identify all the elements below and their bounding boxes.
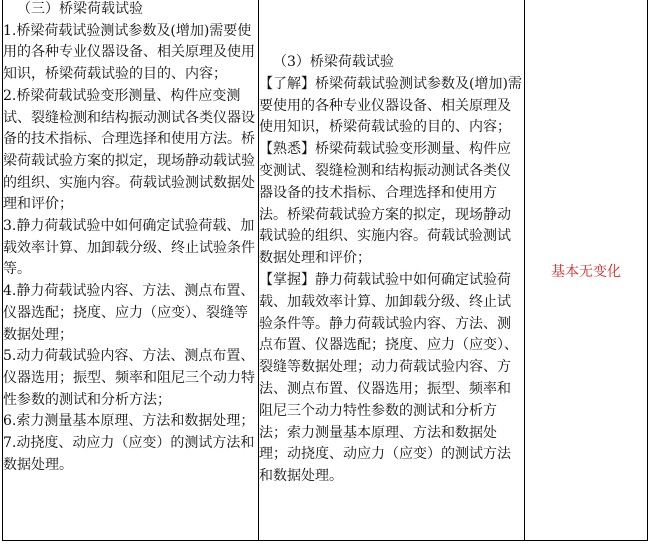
master-block: 【掌握】静力荷载试验中如何确定试验荷载、加载效率计算、加卸载分级、终止试验条件等。静力荷载试验内容、方法、测点布置、仪器选配；挠度、应力（应变）、裂缝等数据处理；动力荷载试验内容、方法、测点布置、仪器选用；振型、频率和阻尼三个动力特性参数的测试和分析方法；索力测量基本原理、方法和数据处理；动挠度、动应力（应变）的测试方法和数据处理。: [259, 271, 518, 485]
section-heading: （3）桥梁荷载试验: [273, 54, 394, 70]
list-item: 5.动力荷载试验内容、方法、测点布置、仪器选用；振型、频率和阻尼三个动力特性参数的测试和分析方法；: [3, 348, 255, 408]
status-text: 基本无变化: [551, 264, 621, 280]
understand-block: 【了解】桥梁荷载试验测试参数及(增加)需要使用的各种专业仪器设备、相关原理及使用知识，桥梁荷载试验的目的、内容；: [259, 75, 522, 136]
comparison-table: [2, 0, 648, 541]
list-item: 7.动挠度、动应力（应变）的测试方法和数据处理。: [3, 435, 255, 473]
list-item: 1.桥梁荷载试验测试参数及(增加)需要使用的各种专业仪器设备、相关原理及使用知识，桥梁荷载试验的目的、内容；: [3, 22, 255, 83]
list-item: 3.静力荷载试验中如何确定试验荷载、加载效率计算、加卸载分级、终止试验条件等。: [3, 218, 255, 278]
list-item: 2.桥梁荷载试验变形测量、构件应变测试、裂缝检测和结构振动测试各类仪器设备的技术指标、合理选择和使用方法。桥梁荷载试验方案的拟定，现场静动载试验的组织、实施内容。荷载试验测试数据处理和评价；: [3, 87, 255, 213]
old-syllabus-cell: [3, 0, 259, 541]
section-heading: （三）桥梁荷载试验: [17, 1, 143, 17]
familiar-block: 【熟悉】桥梁荷载试验变形测量、构件应变测试、裂缝检测和结构振动测试各类仪器设备的技术指标、合理选择和使用方法。桥梁荷载试验方案的拟定，现场静动载试验的组织、实施内容。荷载试验测试数据处理和评价；: [259, 141, 511, 267]
table-row: [3, 0, 648, 541]
new-syllabus-cell: [259, 0, 525, 541]
change-status-cell: [525, 0, 648, 541]
list-item: 6.索力测量基本原理、方法和数据处理；: [3, 413, 255, 430]
list-item: 4.静力荷载试验内容、方法、测点布置、仪器选配；挠度、应力（应变）、裂缝等数据处理；: [3, 283, 255, 343]
